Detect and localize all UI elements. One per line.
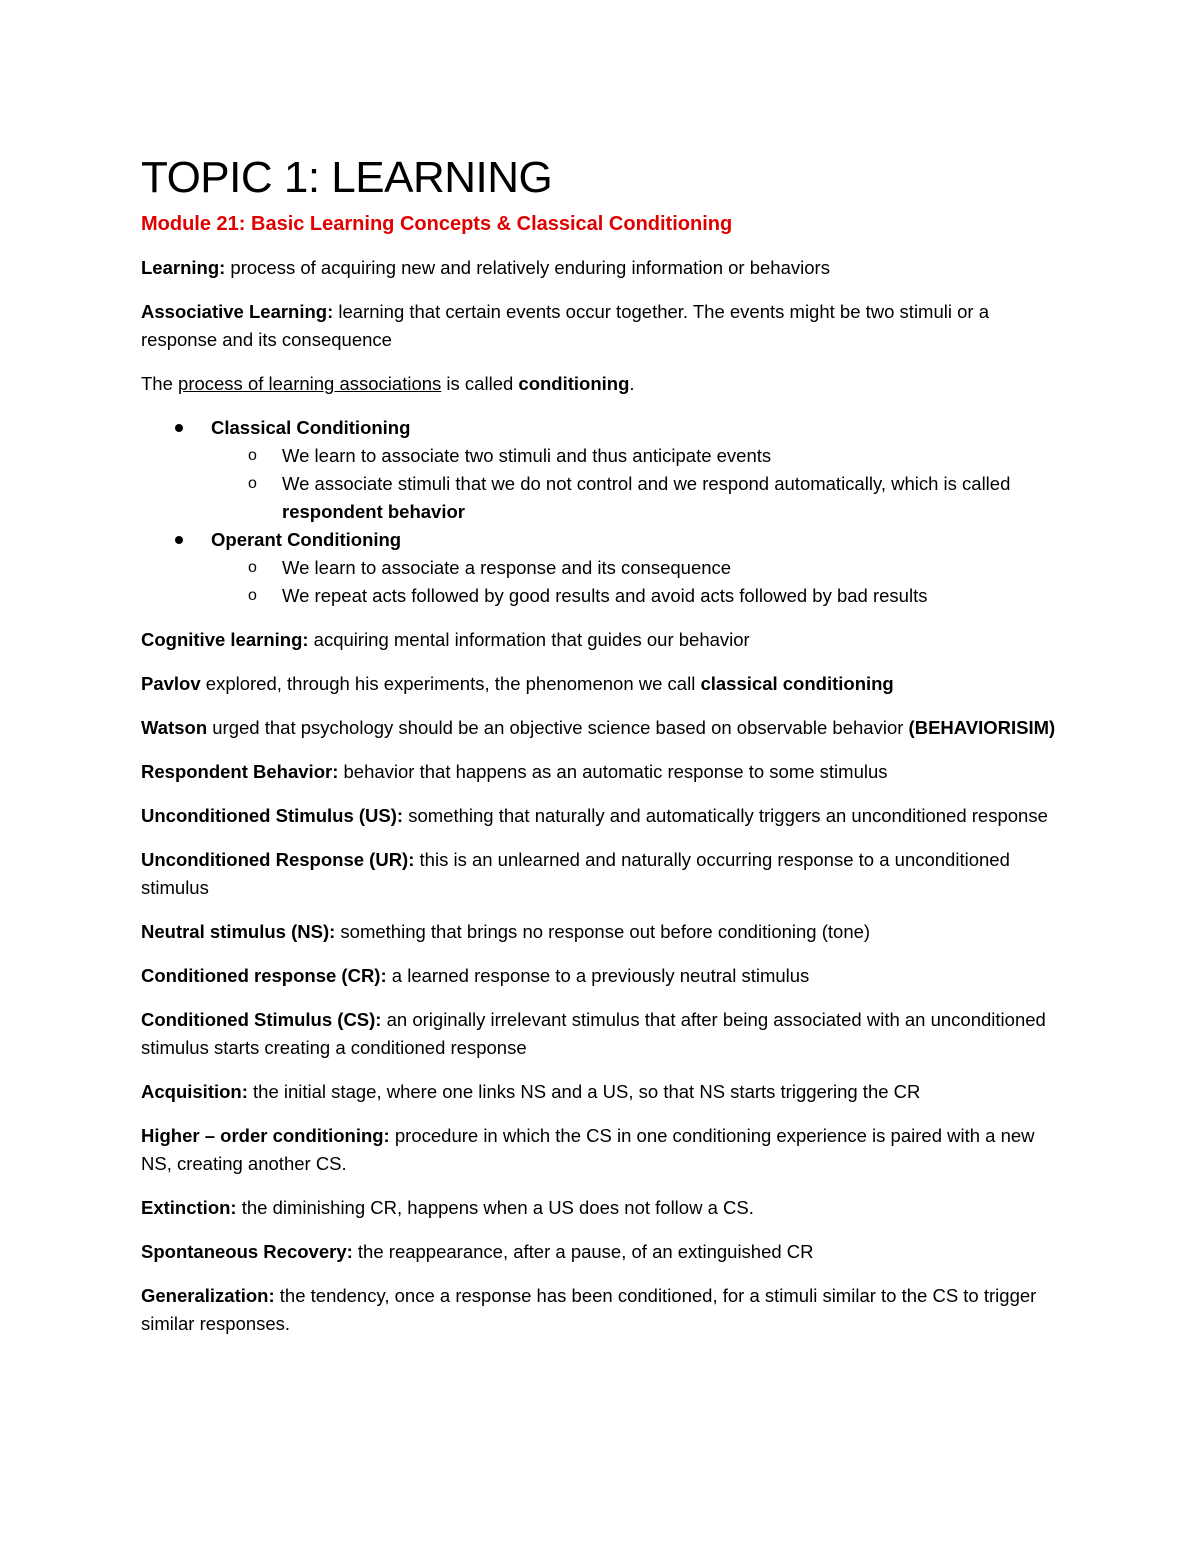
conditioning-intro-post: . — [629, 373, 635, 394]
def-cognitive-learning: acquiring mental information that guides our behavior — [308, 629, 750, 650]
term-ur: Unconditioned Response (UR): — [141, 849, 415, 870]
definition-cs — [141, 1006, 1061, 1062]
def-respondent-behavior: behavior that happens as an automatic response to some stimulus — [338, 761, 888, 782]
term-learning: Learning: — [141, 257, 226, 278]
term-cognitive-learning: Cognitive learning: — [141, 629, 309, 650]
sublist-text: We associate stimuli that we do not control and we respond automatically, which is called — [282, 473, 1011, 494]
sublist-item — [211, 554, 1061, 582]
definition-generalization — [141, 1282, 1061, 1338]
bold-pavlov: classical conditioning — [700, 673, 894, 694]
definition-learning — [141, 254, 1061, 282]
sublist-text: We learn to associate two stimuli and thus anticipate events — [282, 445, 772, 466]
def-generalization: the tendency, once a response has been conditioned, for a stimuli similar to the CS to trigger similar responses. — [141, 1285, 1037, 1334]
def-spontaneous-recovery: the reappearance, after a pause, of an extinguished CR — [352, 1241, 814, 1262]
definition-higher-order-conditioning — [141, 1122, 1061, 1178]
definition-associative-learning — [141, 298, 1061, 354]
bullet-icon — [175, 424, 183, 432]
term-watson: Watson — [141, 717, 208, 738]
sublist-text: We learn to associate a response and its consequence — [282, 557, 732, 578]
page-title: TOPIC 1: LEARNING — [141, 153, 553, 202]
conditioning-intro-pre: The — [141, 373, 179, 394]
bullet-label-classical: Classical Conditioning — [211, 417, 411, 438]
definition-us — [141, 802, 1061, 830]
term-generalization: Generalization: — [141, 1285, 275, 1306]
definition-acquisition — [141, 1078, 1061, 1106]
term-pavlov: Pavlov — [141, 673, 201, 694]
term-respondent-behavior: Respondent Behavior: — [141, 761, 339, 782]
sub-bullet-icon: o — [248, 587, 257, 604]
def-acquisition: the initial stage, where one links NS and a US, so that NS starts triggering the CR — [247, 1081, 921, 1102]
conditioning-intro — [141, 370, 1061, 398]
def-us: something that naturally and automatically triggers an unconditioned response — [403, 805, 1048, 826]
bullet-icon — [175, 536, 183, 544]
sublist-operant — [211, 554, 1061, 610]
term-associative-learning: Associative Learning: — [141, 301, 334, 322]
term-us: Unconditioned Stimulus (US): — [141, 805, 404, 826]
term-extinction: Extinction: — [141, 1197, 237, 1218]
definition-spontaneous-recovery — [141, 1238, 1061, 1266]
sublist-item — [211, 470, 1061, 526]
def-ur: this is an unlearned and naturally occurring response to a unconditioned stimulus — [141, 849, 1010, 898]
sublist-classical — [211, 442, 1061, 526]
sublist-item — [211, 582, 1061, 610]
text-pavlov: explored, through his experiments, the phenomenon we call — [200, 673, 701, 694]
definition-ur — [141, 846, 1061, 902]
conditioning-types-list — [141, 414, 1061, 610]
statement-pavlov — [141, 670, 1061, 698]
bold-watson: (BEHAVIORISIM) — [908, 717, 1056, 738]
sublist-text-bold: respondent behavior — [282, 501, 465, 522]
list-item-operant — [141, 526, 1061, 610]
sub-bullet-icon: o — [248, 447, 257, 464]
def-higher-order-conditioning: procedure in which the CS in one conditioning experience is paired with a new NS, creating another CS. — [141, 1125, 1035, 1174]
term-acquisition: Acquisition: — [141, 1081, 248, 1102]
term-ns: Neutral stimulus (NS): — [141, 921, 336, 942]
definition-respondent-behavior — [141, 758, 1061, 786]
term-cr: Conditioned response (CR): — [141, 965, 387, 986]
module-heading: Module 21: Basic Learning Concepts & Classical Conditioning — [141, 213, 733, 235]
definition-extinction — [141, 1194, 1061, 1222]
sub-bullet-icon: o — [248, 475, 257, 492]
sublist-text: We repeat acts followed by good results and avoid acts followed by bad results — [282, 585, 928, 606]
def-associative-learning: learning that certain events occur together. The events might be two stimuli or a response and its consequence — [141, 301, 989, 350]
conditioning-intro-underlined: process of learning associations — [178, 373, 442, 394]
bullet-label-operant: Operant Conditioning — [211, 529, 402, 550]
term-higher-order-conditioning: Higher – order conditioning: — [141, 1125, 390, 1146]
conditioning-intro-bold: conditioning — [518, 373, 630, 394]
definition-cr — [141, 962, 1061, 990]
list-item-classical — [141, 414, 1061, 526]
def-cr: a learned response to a previously neutral stimulus — [386, 965, 810, 986]
definition-ns — [141, 918, 1061, 946]
def-learning: process of acquiring new and relatively enduring information or behaviors — [225, 257, 830, 278]
text-watson: urged that psychology should be an objective science based on observable behavior — [207, 717, 909, 738]
statement-watson — [141, 714, 1061, 742]
term-spontaneous-recovery: Spontaneous Recovery: — [141, 1241, 353, 1262]
def-extinction: the diminishing CR, happens when a US does not follow a CS. — [236, 1197, 754, 1218]
sublist-item — [211, 442, 1061, 470]
def-cs: an originally irrelevant stimulus that after being associated with an unconditioned stimulus starts creating a conditioned response — [141, 1009, 1046, 1058]
sub-bullet-icon: o — [248, 559, 257, 576]
term-cs: Conditioned Stimulus (CS): — [141, 1009, 382, 1030]
definition-cognitive-learning — [141, 626, 1061, 654]
conditioning-intro-mid: is called — [441, 373, 519, 394]
document-page — [141, 150, 1061, 1354]
def-ns: something that brings no response out before conditioning (tone) — [335, 921, 871, 942]
